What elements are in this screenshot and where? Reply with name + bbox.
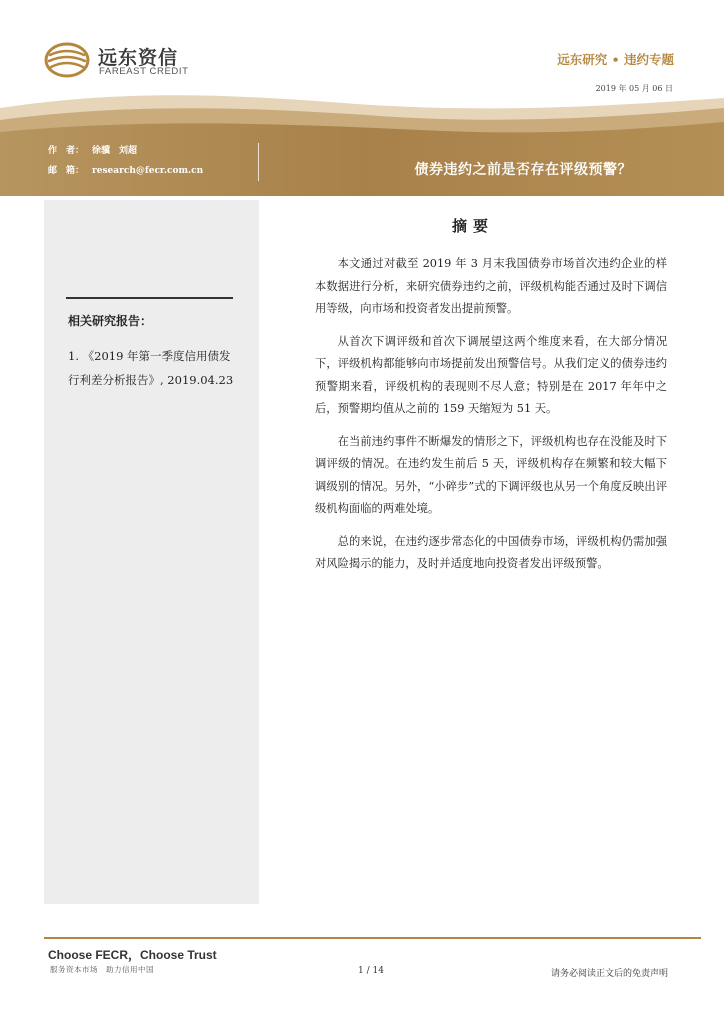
email-address[interactable]: research@fecr.com.cn bbox=[92, 166, 204, 176]
email-line bbox=[48, 163, 203, 176]
footer-tagline: 服务资本市场 助力信用中国 bbox=[50, 965, 154, 974]
brand-name-cn: 远东资信 bbox=[98, 47, 179, 69]
authors: 徐骥 刘超 bbox=[92, 146, 138, 156]
fareast-credit-logo-icon bbox=[44, 41, 90, 79]
author-label: 作 者： bbox=[48, 146, 85, 156]
email-label: 邮 箱： bbox=[48, 166, 85, 176]
footer-disclaimer: 请务必阅读正文后的免责声明 bbox=[550, 969, 668, 979]
sidebar-rule bbox=[66, 297, 233, 299]
related-reports-title: 相关研究报告： bbox=[68, 314, 153, 328]
brand-name-en: FAREAST CREDIT bbox=[99, 66, 189, 77]
abstract-body bbox=[315, 253, 667, 586]
report-date: 2019 年 05 月 06 日 bbox=[595, 84, 673, 93]
abstract-heading: 摘要 bbox=[452, 217, 495, 235]
related-report-item[interactable]: 1. 《2019 年第一季度信用债发行利差分析报告》, 2019.04.23 bbox=[68, 349, 234, 387]
abstract-paragraph: 从首次下调评级和首次下调展望这两个维度来看，在大部分情况下，评级机构都能够向市场提前发出预警信号。从我们定义的债券违约预警期来看，评级机构的表现则不尽人意；特别是在 2017 年年中之后，预警期均值从之前的 159 天缩短为 51 天。 bbox=[315, 334, 667, 415]
header-divider bbox=[258, 143, 259, 181]
footer-slogan: Choose FECR，Choose Trust bbox=[48, 948, 217, 962]
footer-rule bbox=[44, 937, 701, 939]
abstract-paragraph: 总的来说，在违约逐步常态化的中国债券市场，评级机构仍需加强对风险揭示的能力，及时并适度地向投资者发出评级预警。 bbox=[315, 534, 667, 570]
abstract-paragraph: 在当前违约事件不断爆发的情形之下，评级机构也存在没能及时下调评级的情况。在违约发生前后 5 天，评级机构存在频繁和较大幅下调级别的情况。另外，“小碎步”式的下调评级也从另一个角度反映出评级机构面临的两难处境。 bbox=[315, 434, 667, 515]
page-number: 1 / 14 bbox=[358, 966, 384, 976]
report-title: 债券违约之前是否存在评级预警？ bbox=[414, 162, 632, 178]
author-line bbox=[48, 143, 137, 156]
abstract-paragraph: 本文通过对截至 2019 年 3 月末我国债券市场首次违约企业的样本数据进行分析，来研究债券违约之前，评级机构能否通过及时下调信用等级，向市场和投资者发出提前预警。 bbox=[315, 257, 667, 315]
sidebar bbox=[44, 200, 259, 904]
series-title: 远东研究 • 违约专题 bbox=[557, 52, 674, 67]
